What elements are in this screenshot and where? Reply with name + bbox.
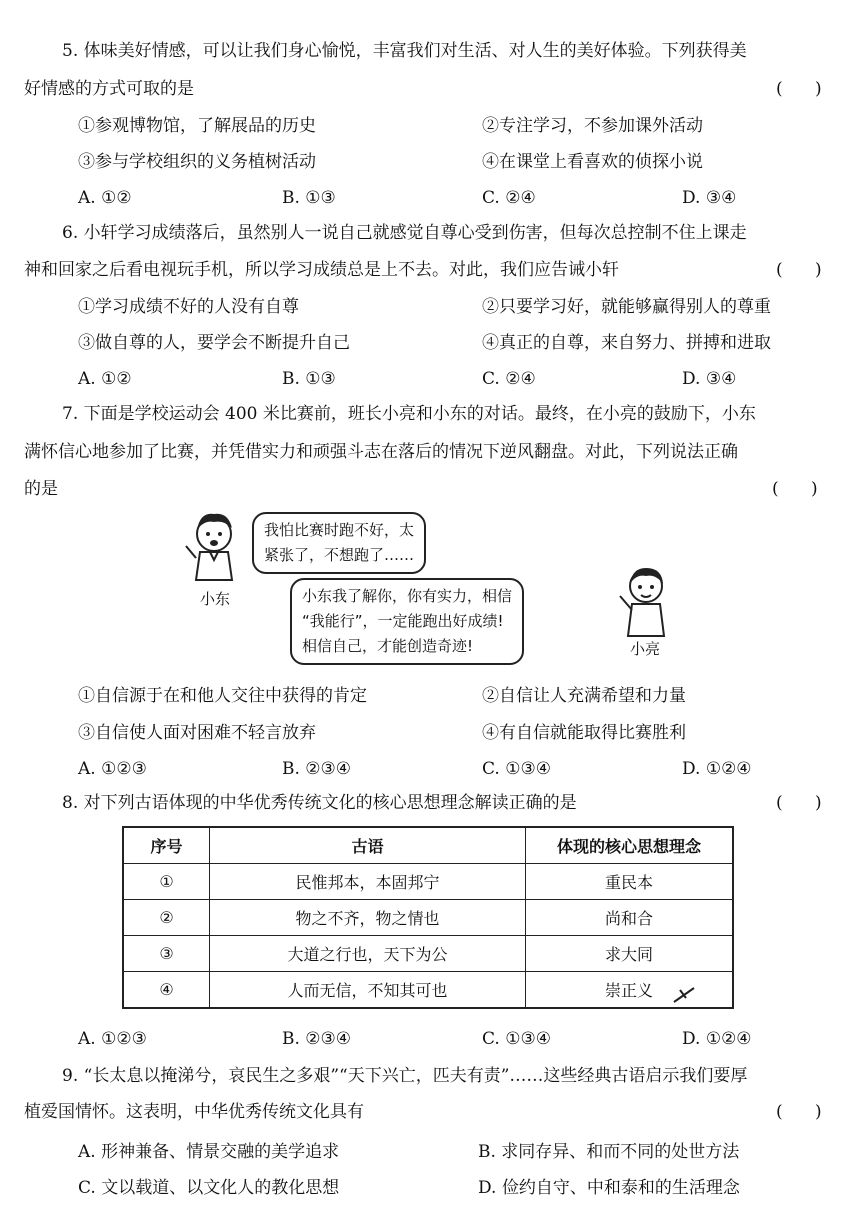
xiaoliang-speech-line-3: 相信自己，才能创造奇迹! — [302, 637, 474, 655]
q9-stem-line-2: 植爱国情怀。这表明，中华优秀传统文化具有 — [24, 1102, 364, 1122]
q6-stem-line-1: 6. 小轩学习成绩落后，虽然别人一说自己就感觉自尊心受到伤害，但每次总控制不住上课走 — [62, 223, 747, 243]
q8-choice-d[interactable]: D. ①②④ — [682, 1029, 752, 1049]
table-cell-index: ④ — [123, 972, 210, 1009]
q7-stem-line-2: 满怀信心地参加了比赛，并凭借实力和顽强斗志在落后的情况下逆风翻盘。对此，下列说法正确 — [24, 442, 738, 462]
q7-choice-d[interactable]: D. ①②④ — [682, 759, 752, 779]
xiaoliang-illustration — [610, 562, 680, 642]
table-cell-saying: 大道之行也，天下为公 — [210, 936, 526, 972]
q6-statement-4: ④真正的自尊，来自努力、拼搏和进取 — [482, 333, 771, 353]
q5-stem-line-2: 好情感的方式可取的是 — [24, 79, 194, 99]
table-row — [123, 864, 733, 900]
q7-stem-line-1: 7. 下面是学校运动会 400 米比赛前，班长小亮和小东的对话。最终，在小亮的鼓励下，小东 — [62, 404, 756, 424]
table-row — [123, 972, 733, 1009]
q6-choice-b[interactable]: B. ①③ — [282, 369, 336, 389]
q7-answer-blank[interactable]: ( ) — [772, 479, 818, 499]
q8-stem-line-1: 8. 对下列古语体现的中华优秀传统文化的核心思想理念解读正确的是 — [62, 793, 577, 813]
xiaoliang-speech-line-1: 小东我了解你，你有实力，相信 — [302, 587, 513, 605]
q9-choice-b[interactable]: B. 求同存异、和而不同的处世方法 — [478, 1142, 740, 1162]
q5-choice-c[interactable]: C. ②④ — [482, 188, 536, 208]
q6-statement-2: ②只要学习好，就能够赢得别人的尊重 — [482, 297, 771, 317]
table-cell-saying: 人而无信，不知其可也 — [210, 972, 526, 1009]
q5-choice-b[interactable]: B. ①③ — [282, 188, 336, 208]
q6-statement-1: ①学习成绩不好的人没有自尊 — [78, 297, 299, 317]
q9-choice-d[interactable]: D. 俭约自守、中和泰和的生活理念 — [478, 1178, 740, 1198]
table-row — [123, 900, 733, 936]
q7-stem-line-3: 的是 — [24, 479, 58, 499]
q5-choice-d[interactable]: D. ③④ — [682, 188, 737, 208]
table-cell-concept: 崇正义 — [526, 972, 734, 1009]
q6-choice-d[interactable]: D. ③④ — [682, 369, 737, 389]
xiaoliang-name: 小亮 — [630, 640, 661, 658]
q9-answer-blank[interactable]: ( ) — [776, 1102, 822, 1122]
xiaoliang-speech-bubble — [290, 578, 524, 665]
q7-statement-3: ③自信使人面对困难不轻言放弃 — [78, 723, 316, 743]
xiaodong-speech-bubble — [252, 512, 426, 574]
xiaoliang-speech-line-2: “我能行”，一定能跑出好成绩! — [302, 612, 504, 630]
table-cell-saying: 物之不齐，物之情也 — [210, 900, 526, 936]
q9-choice-c[interactable]: C. 文以载道、以文化人的教化思想 — [78, 1178, 340, 1198]
q8-answer-blank[interactable]: ( ) — [776, 793, 822, 813]
table-cell-saying: 民惟邦本，本固邦宁 — [210, 864, 526, 900]
q5-statement-1: ①参观博物馆，了解展品的历史 — [78, 116, 316, 136]
table-cell-concept: 尚和合 — [526, 900, 734, 936]
q7-choice-a[interactable]: A. ①②③ — [78, 759, 147, 779]
pen-mark-icon — [672, 984, 696, 1004]
xiaodong-speech-line-1: 我怕比赛时跑不好，太 — [264, 521, 415, 539]
xiaodong-speech-line-2: 紧张了，不想跑了…… — [264, 546, 415, 564]
q6-statement-3: ③做自尊的人，要学会不断提升自己 — [78, 333, 350, 353]
table-header-saying: 古语 — [210, 827, 526, 864]
table-header-row — [123, 827, 733, 864]
table-cell-index: ③ — [123, 936, 210, 972]
table-cell-concept: 求大同 — [526, 936, 734, 972]
table-cell-index: ① — [123, 864, 210, 900]
q5-choice-a[interactable]: A. ①② — [78, 188, 132, 208]
table-header-index: 序号 — [123, 827, 210, 864]
q5-statement-3: ③参与学校组织的义务植树活动 — [78, 152, 316, 172]
q7-choice-b[interactable]: B. ②③④ — [282, 759, 352, 779]
table-row — [123, 936, 733, 972]
q7-choice-c[interactable]: C. ①③④ — [482, 759, 551, 779]
table-cell-concept: 重民本 — [526, 864, 734, 900]
q8-choice-c[interactable]: C. ①③④ — [482, 1029, 551, 1049]
xiaodong-illustration — [180, 506, 250, 586]
q8-choice-a[interactable]: A. ①②③ — [78, 1029, 147, 1049]
q6-choice-c[interactable]: C. ②④ — [482, 369, 536, 389]
q7-statement-4: ④有自信就能取得比赛胜利 — [482, 723, 686, 743]
table-header-concept: 体现的核心思想理念 — [526, 827, 734, 864]
q5-answer-blank[interactable]: ( ) — [776, 79, 822, 99]
q7-statement-1: ①自信源于在和他人交往中获得的肯定 — [78, 686, 367, 706]
q5-statement-2: ②专注学习，不参加课外活动 — [482, 116, 703, 136]
q9-stem-line-1: 9. “长太息以掩涕兮，哀民生之多艰”“天下兴亡，匹夫有责”……这些经典古语启示我们要厚 — [62, 1066, 748, 1086]
q6-choice-a[interactable]: A. ①② — [78, 369, 132, 389]
table-cell-index: ② — [123, 900, 210, 936]
q8-choice-b[interactable]: B. ②③④ — [282, 1029, 352, 1049]
q9-choice-a[interactable]: A. 形神兼备、情景交融的美学追求 — [78, 1142, 340, 1162]
core-ideas-table — [122, 826, 734, 1009]
q7-statement-2: ②自信让人充满希望和力量 — [482, 686, 686, 706]
q5-stem-line-1: 5. 体味美好情感，可以让我们身心愉悦，丰富我们对生活、对人生的美好体验。下列获得美 — [62, 41, 747, 61]
q5-statement-4: ④在课堂上看喜欢的侦探小说 — [482, 152, 703, 172]
q6-stem-line-2: 神和回家之后看电视玩手机，所以学习成绩总是上不去。对此，我们应告诫小轩 — [24, 260, 619, 280]
xiaodong-name: 小东 — [200, 590, 231, 608]
q6-answer-blank[interactable]: ( ) — [776, 260, 822, 280]
